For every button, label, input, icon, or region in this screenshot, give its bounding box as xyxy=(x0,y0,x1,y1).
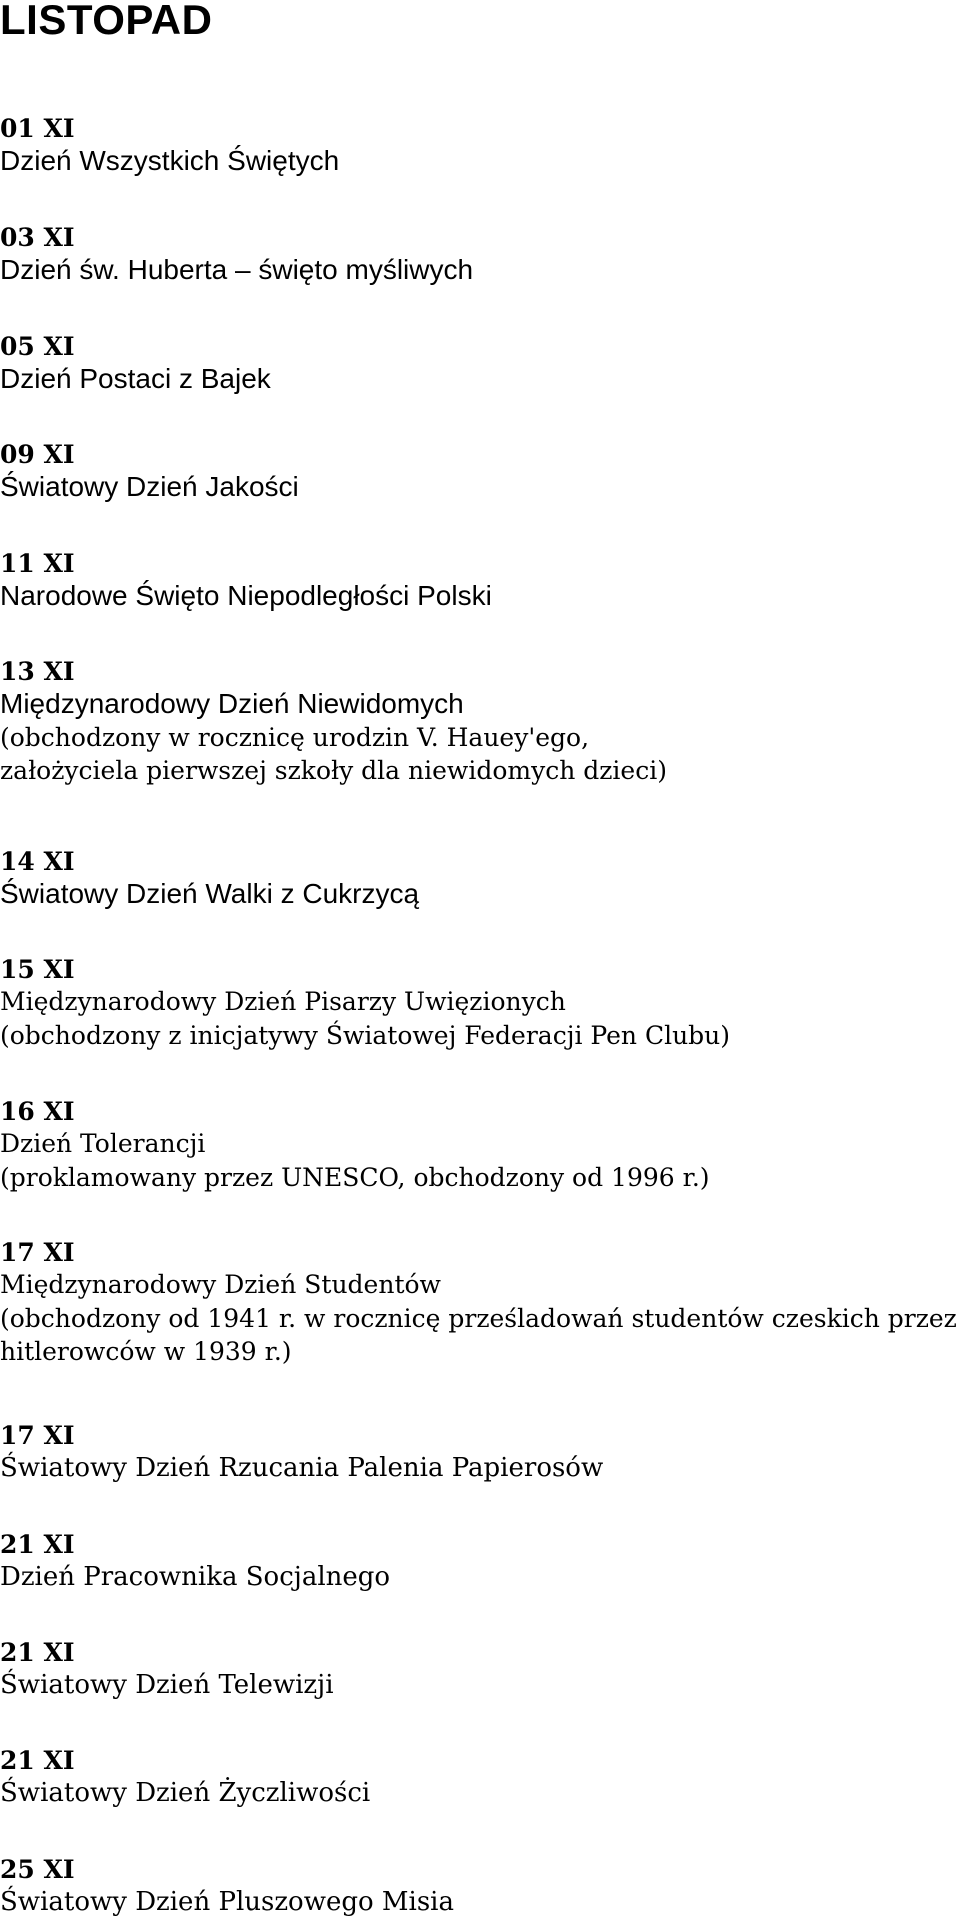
event-name: Światowy Dzień Rzucania Palenia Papierosów xyxy=(0,1453,604,1483)
list-item xyxy=(0,440,960,504)
event-date: 21 XI xyxy=(0,1530,75,1559)
event-name: Międzynarodowy Dzień Niewidomych xyxy=(0,688,464,719)
event-name: Dzień Tolerancji xyxy=(0,1129,206,1158)
event-date: 17 XI xyxy=(0,1421,75,1450)
event-date: 21 XI xyxy=(0,1746,75,1775)
event-note: (obchodzony od 1941 r. w rocznicę prześladowań studentów czeskich przez hitlerowców w 1939 r.) xyxy=(0,1304,957,1366)
event-name: Dzień Pracownika Socjalnego xyxy=(0,1562,391,1592)
list-item xyxy=(0,223,960,287)
list-item xyxy=(0,1421,960,1485)
list-item xyxy=(0,114,960,178)
list-item xyxy=(0,657,960,787)
event-date: 09 XI xyxy=(0,440,75,469)
list-item xyxy=(0,1097,960,1194)
event-date: 03 XI xyxy=(0,223,75,252)
event-date: 21 XI xyxy=(0,1638,75,1667)
event-date: 13 XI xyxy=(0,657,75,686)
list-item xyxy=(0,1746,960,1810)
event-name: Światowy Dzień Życzliwości xyxy=(0,1778,371,1808)
event-name: Dzień Wszystkich Świętych xyxy=(0,145,340,176)
event-date: 16 XI xyxy=(0,1097,75,1126)
event-name: Narodowe Święto Niepodległości Polski xyxy=(0,580,492,611)
event-name: Dzień Postaci z Bajek xyxy=(0,363,271,394)
list-item xyxy=(0,955,960,1052)
list-item xyxy=(0,1638,960,1702)
event-date: 05 XI xyxy=(0,332,75,361)
event-name: Światowy Dzień Walki z Cukrzycą xyxy=(0,878,420,909)
event-note: (proklamowany przez UNESCO, obchodzony od 1996 r.) xyxy=(0,1163,710,1192)
list-item xyxy=(0,847,960,911)
event-name: Światowy Dzień Jakości xyxy=(0,471,299,502)
event-note: (obchodzony w rocznicę urodzin V. Hauey'ego, założyciela pierwszej szkoły dla niewidomych dzieci) xyxy=(0,723,667,785)
event-date: 25 XI xyxy=(0,1855,75,1884)
list-item xyxy=(0,1530,960,1594)
event-date: 15 XI xyxy=(0,955,75,984)
event-name: Światowy Dzień Telewizji xyxy=(0,1670,334,1700)
list-item xyxy=(0,1238,960,1368)
page-title: LISTOPAD xyxy=(0,0,213,43)
event-date: 14 XI xyxy=(0,847,75,876)
event-date: 17 XI xyxy=(0,1238,75,1267)
event-name: Dzień św. Huberta – święto myśliwych xyxy=(0,254,474,285)
list-item xyxy=(0,549,960,613)
event-name: Światowy Dzień Pluszowego Misia xyxy=(0,1887,454,1917)
list-item xyxy=(0,1855,960,1919)
list-item xyxy=(0,332,960,396)
event-note: (obchodzony z inicjatywy Światowej Federacji Pen Clubu) xyxy=(0,1021,731,1050)
event-date: 01 XI xyxy=(0,114,75,143)
event-date: 11 XI xyxy=(0,549,75,578)
event-name: Międzynarodowy Dzień Studentów xyxy=(0,1270,441,1299)
event-name: Międzynarodowy Dzień Pisarzy Uwięzionych xyxy=(0,987,566,1016)
